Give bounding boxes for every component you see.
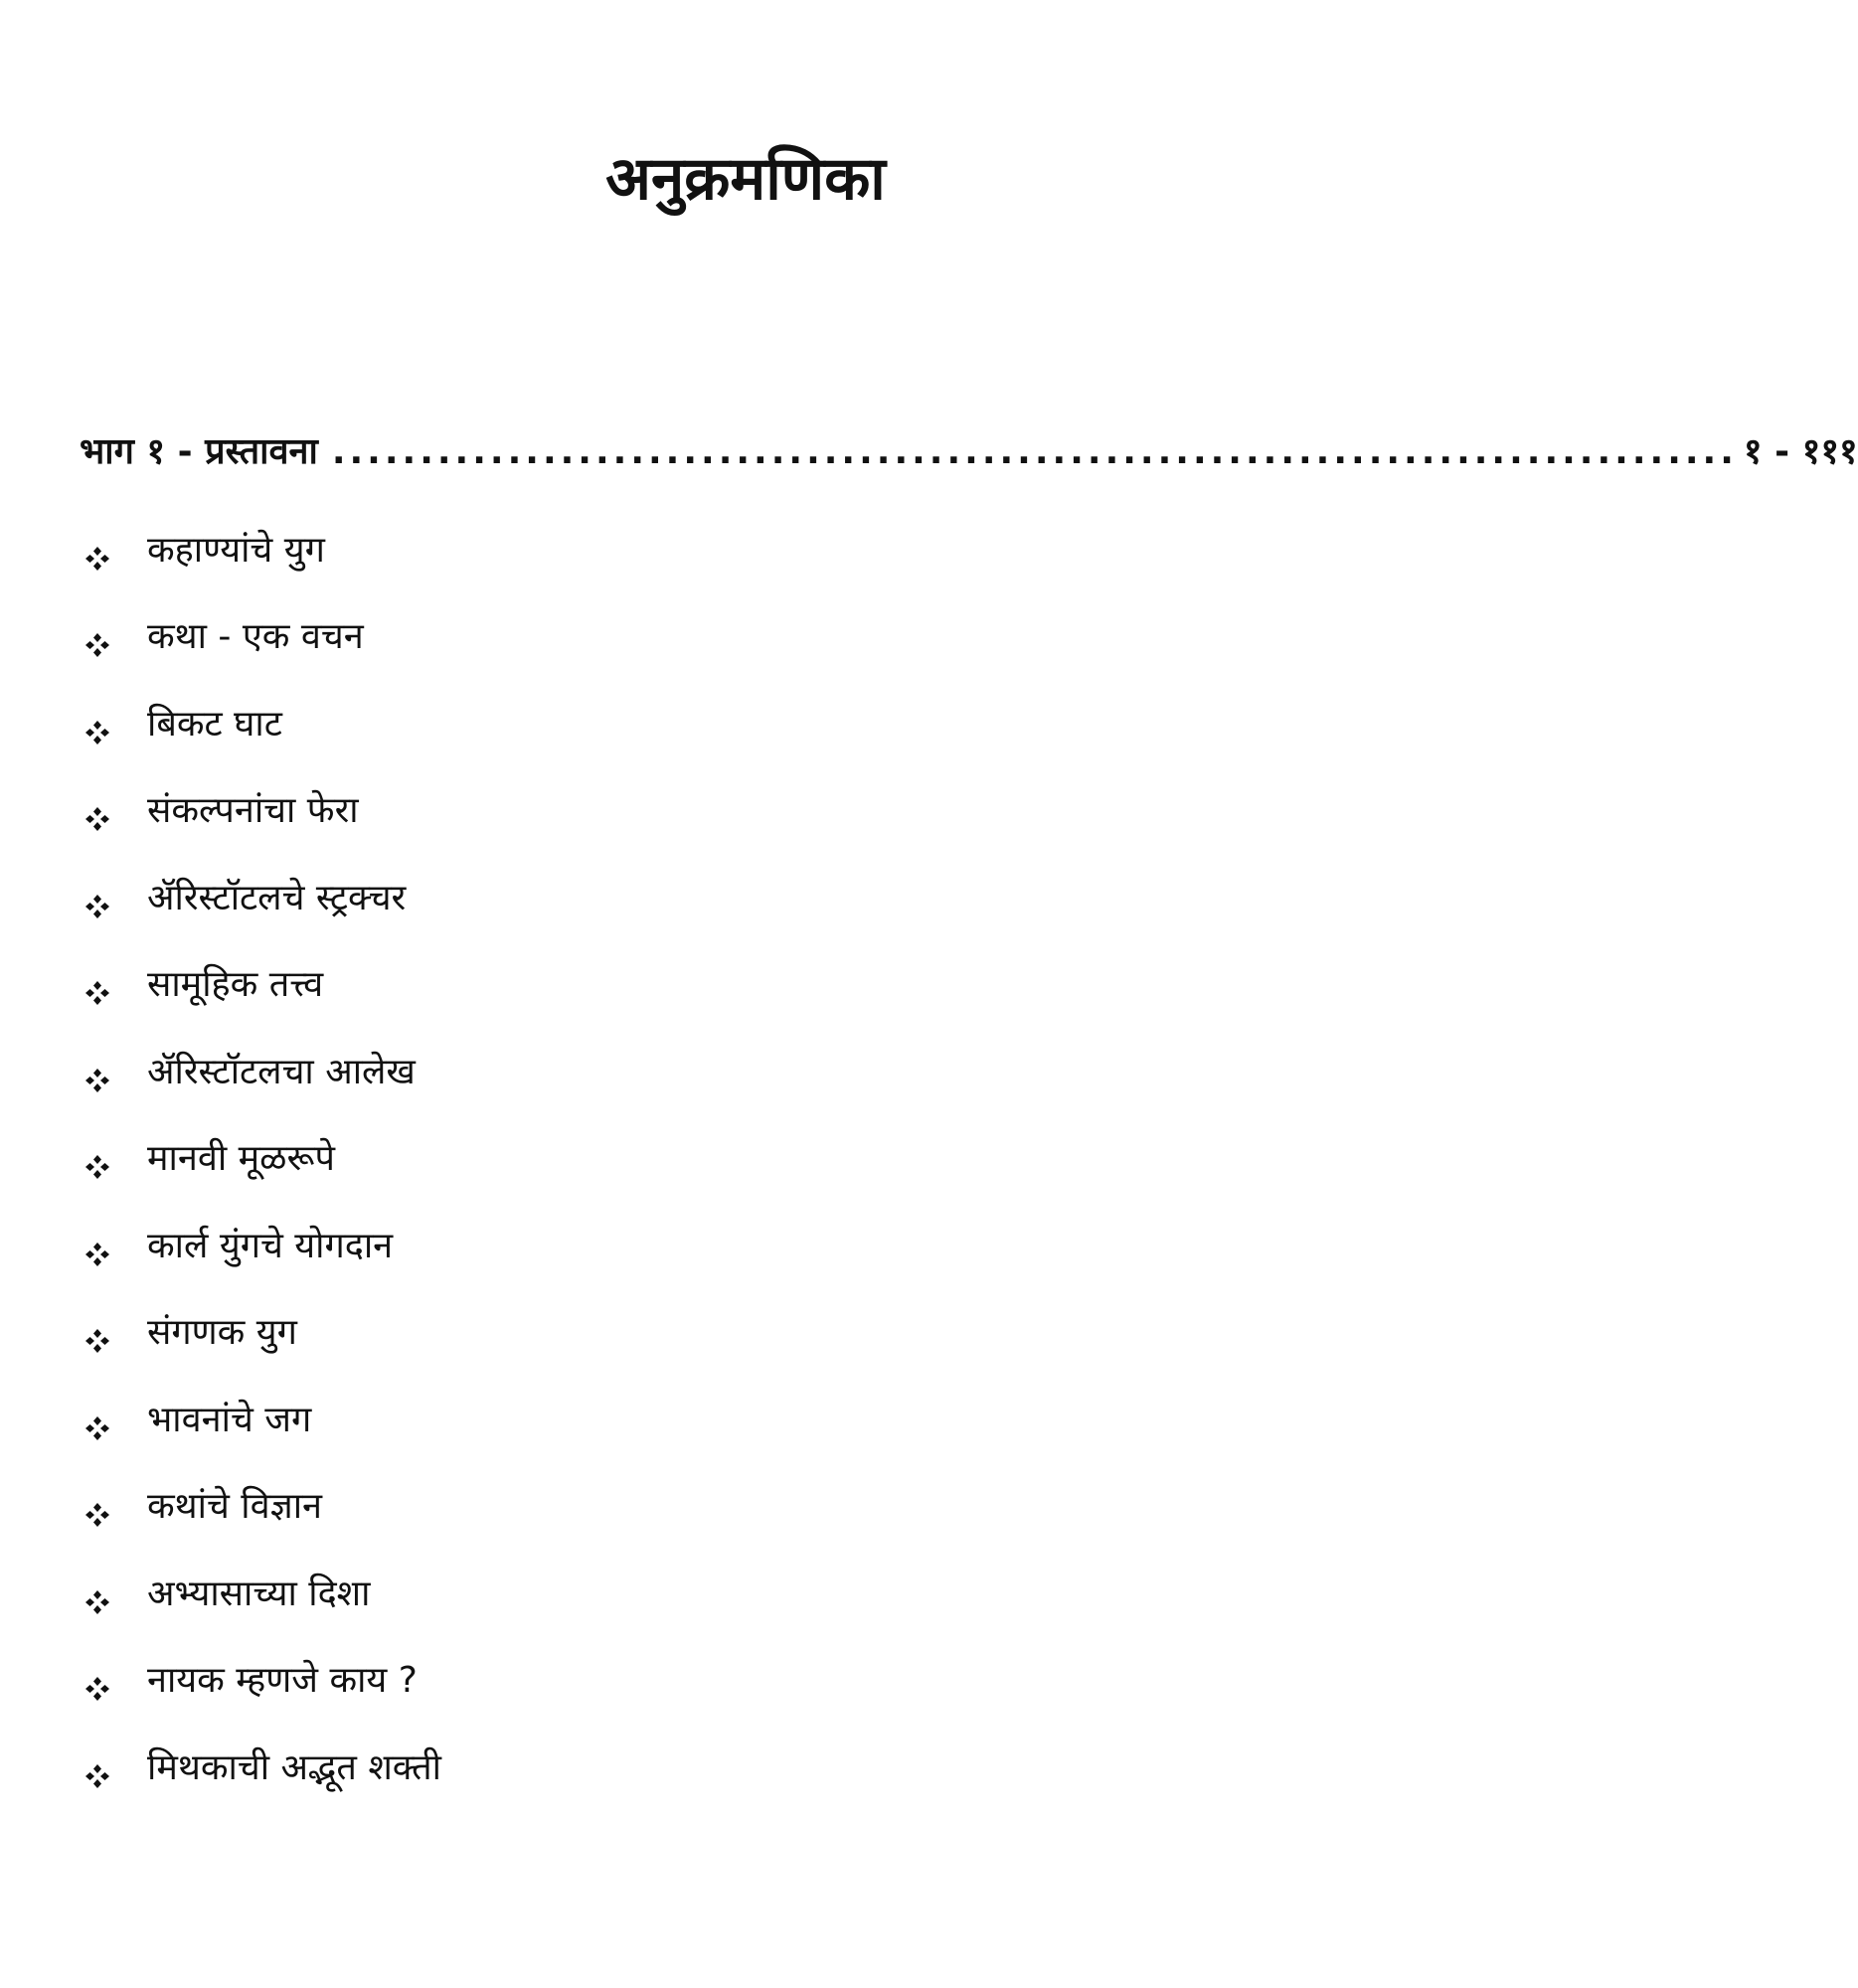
diamond-bullet-icon [84, 1319, 111, 1347]
toc-item [80, 1725, 1372, 1812]
toc-item-label: मिथकाची अद्भूत शक्ती [147, 1746, 441, 1788]
diamond-bullet-icon [84, 711, 111, 739]
dot-leader: ................................................................................ [331, 431, 1738, 472]
toc-item-label: नायक म्हणजे काय ? [147, 1660, 418, 1702]
diamond-bullet-icon [84, 1580, 111, 1608]
toc-item [80, 855, 1372, 942]
diamond-bullet-icon [84, 1667, 111, 1695]
toc-item-label: ॲरिस्टॉटलचा आलेख [147, 1051, 416, 1092]
diamond-bullet-icon [84, 1407, 111, 1434]
diamond-bullet-icon [84, 1493, 111, 1521]
page-title: अनुक्रमणिका [605, 144, 886, 214]
diamond-bullet-icon [84, 971, 111, 999]
diamond-bullet-icon [84, 537, 111, 565]
toc-item [80, 1638, 1372, 1726]
toc-item [80, 1203, 1372, 1290]
toc-item [80, 1377, 1372, 1464]
toc-item [80, 1029, 1372, 1116]
toc-item-label: मानवी मूळरूपे [147, 1138, 335, 1180]
toc-item [80, 594, 1372, 682]
toc-item [80, 1116, 1372, 1204]
toc-item [80, 1551, 1372, 1638]
toc-item-label: कार्ल युंगचे योगदान [147, 1225, 394, 1266]
diamond-bullet-icon [84, 1145, 111, 1173]
diamond-bullet-icon [84, 885, 111, 912]
toc-item-label: बिकट घाट [147, 703, 282, 745]
toc-item-label: संकल्पनांचा फेरा [147, 790, 359, 832]
toc-item-label: कहाण्यांचे युग [147, 529, 325, 571]
toc-item-label: कथा - एक वचन [147, 616, 364, 658]
diamond-bullet-icon [84, 797, 111, 825]
diamond-bullet-icon [84, 1754, 111, 1782]
part-page-range: १ - १११ [1743, 431, 1858, 472]
diamond-bullet-icon [84, 623, 111, 651]
toc-list [80, 507, 1372, 1812]
toc-item-label: अभ्यासाच्या दिशा [147, 1573, 371, 1614]
diamond-bullet-icon [84, 1059, 111, 1086]
toc-item-label: कथांचे विज्ञान [147, 1486, 322, 1528]
toc-item [80, 768, 1372, 856]
toc-item [80, 1290, 1372, 1378]
toc-item-label: ॲरिस्टॉटलचे स्ट्रक्चर [147, 877, 407, 918]
toc-item-label: संगणक युग [147, 1312, 297, 1354]
toc-item [80, 681, 1372, 768]
toc-item [80, 942, 1372, 1030]
toc-item-label: भावनांचे जग [147, 1399, 312, 1440]
part-label: भाग १ - प्रस्तावना [80, 431, 318, 472]
diamond-bullet-icon [84, 1233, 111, 1260]
part-heading [80, 422, 1858, 482]
toc-item-label: सामूहिक तत्त्व [147, 964, 324, 1006]
toc-item [80, 507, 1372, 594]
toc-item [80, 1464, 1372, 1552]
